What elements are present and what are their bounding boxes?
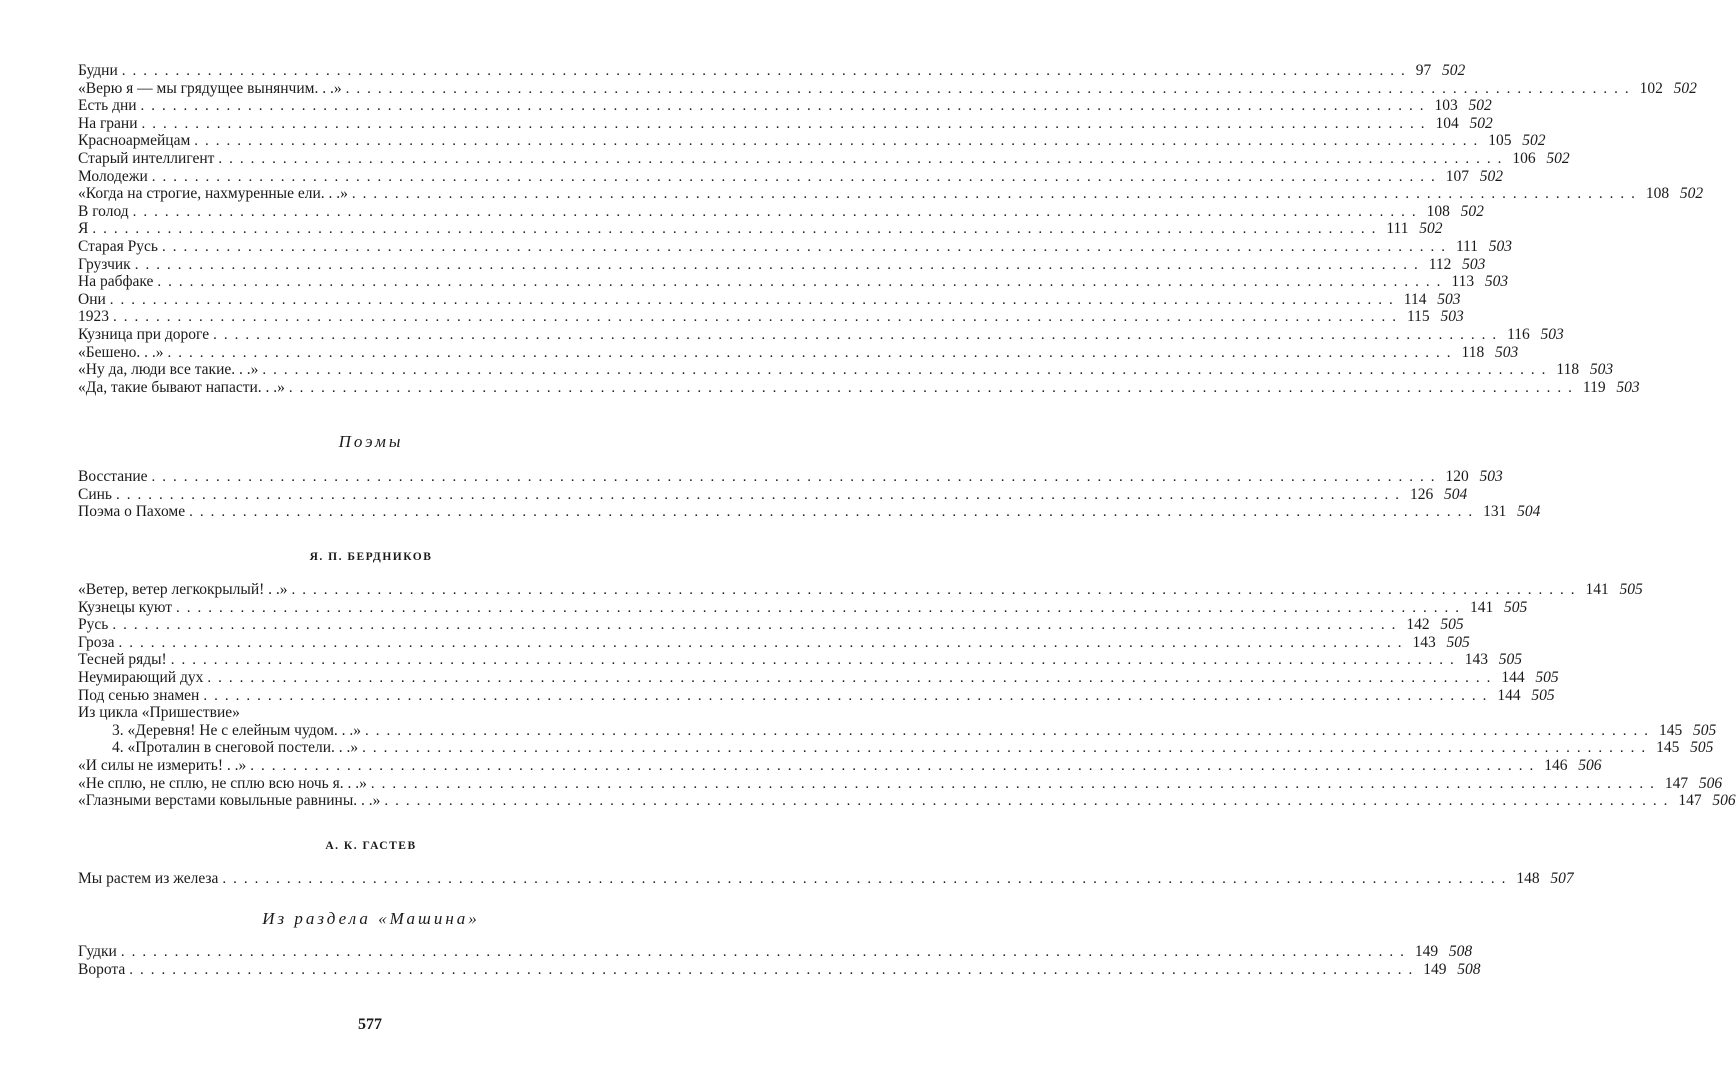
toc-entry-title: Русь xyxy=(78,616,109,634)
dot-leader: ........................................................................................................................ xyxy=(134,256,1425,273)
toc-entry-title: В голод xyxy=(78,202,129,220)
toc-entry-note-page: 502 xyxy=(1469,114,1493,132)
toc-entry xyxy=(78,581,1643,599)
author-heading-berdnikov: Я. П. БЕРДНИКОВ xyxy=(309,551,433,564)
toc-entry xyxy=(78,598,1528,617)
toc-entry-note-page: 503 xyxy=(1484,273,1509,291)
toc-entry-note-page: 503 xyxy=(1540,325,1564,343)
dot-leader: ........................................................................................................................ xyxy=(176,599,1467,616)
toc-entry xyxy=(78,79,1697,98)
toc-entry-note-page: 502 xyxy=(1419,220,1443,238)
toc-entry-title: Я xyxy=(78,220,89,238)
toc-entry-page: 111 xyxy=(1455,237,1479,255)
toc-entry xyxy=(78,290,1461,309)
section-title-poems: Поэмы xyxy=(338,432,404,452)
dot-leader: ........................................................................................................................ xyxy=(129,961,1420,978)
dot-leader: ........................................................................................................................ xyxy=(365,722,1656,739)
toc-entry-note-page: 505 xyxy=(1693,721,1717,739)
toc-entry-page: 102 xyxy=(1639,79,1663,97)
toc-entry xyxy=(78,943,1473,961)
dot-leader: ........................................................................................................................ xyxy=(141,115,1432,132)
toc-entry-page: 141 xyxy=(1585,581,1609,599)
toc-entry-page: 143 xyxy=(1464,651,1488,669)
dot-leader: ........................................................................................................................ xyxy=(151,469,1442,486)
toc-entry-note-page: 503 xyxy=(1494,343,1519,361)
toc-entry xyxy=(78,97,1492,115)
dot-leader: ........................................................................................................................ xyxy=(132,203,1423,220)
toc-entry xyxy=(78,792,1736,810)
toc-entry-title: Ворота xyxy=(78,960,126,978)
dot-leader: ........................................................................................................................ xyxy=(140,98,1431,115)
toc-entry xyxy=(78,757,1602,775)
author-heading-gastev: А. К. ГАСТЕВ xyxy=(325,839,417,852)
toc-entry-page: 144 xyxy=(1501,669,1525,687)
toc-entry-note-page: 503 xyxy=(1488,237,1513,255)
toc-entry-page: 104 xyxy=(1435,114,1459,132)
toc-entry-title: Будни xyxy=(78,62,118,79)
toc-entry xyxy=(78,651,1522,669)
toc-entry-title: «Ветер, ветер легкокрылый! . .» xyxy=(78,581,288,599)
toc-entry-title: 1923 xyxy=(78,308,109,326)
toc-entry xyxy=(78,633,1470,652)
toc-entry-page: 97 xyxy=(1415,62,1432,79)
toc-entry-note-page: 503 xyxy=(1440,308,1464,326)
toc-entry xyxy=(78,503,1541,521)
toc-entry-page: 107 xyxy=(1445,167,1469,185)
dot-leader: ........................................................................................................................ xyxy=(112,617,1403,634)
toc-entry-note-page: 502 xyxy=(1546,149,1570,167)
toc-entry-title: Поэма о Пахоме xyxy=(78,503,186,521)
toc-entry-note-page: 505 xyxy=(1531,686,1555,704)
toc-entry xyxy=(78,185,1704,203)
dot-leader: ........................................................................................................................ xyxy=(213,326,1504,343)
toc-entry-title: Восстание xyxy=(78,468,148,486)
toc-entry-note-page: 502 xyxy=(1679,185,1704,203)
toc-entry-note-page: 505 xyxy=(1690,739,1714,757)
toc-entry-title: Молодежи xyxy=(78,167,148,185)
toc-entry-title: Кузнецы куют xyxy=(78,598,173,616)
toc-entry-note-page: 506 xyxy=(1578,757,1602,774)
dot-leader: ........................................................................................................................ xyxy=(161,238,1452,255)
toc-entry-page: 108 xyxy=(1645,185,1670,203)
toc-entry xyxy=(78,62,1466,80)
dot-leader: ........................................................................................................................ xyxy=(222,870,1513,887)
toc-entry-page: 116 xyxy=(1507,325,1530,343)
toc-block-berdnikov xyxy=(78,581,1643,704)
cycle-heading-title: Из цикла «Пришествие» xyxy=(78,704,240,722)
toc-entry-note-page: 502 xyxy=(1479,167,1503,185)
toc-block-long-poems xyxy=(78,468,1541,521)
toc-entry-page: 105 xyxy=(1488,132,1512,150)
dot-leader: ........................................................................................................................ xyxy=(118,634,1409,651)
toc-entry-page: 120 xyxy=(1445,468,1469,486)
toc-entry-note-page: 504 xyxy=(1517,503,1541,521)
dot-leader: ........................................................................................................................ xyxy=(351,186,1642,203)
toc-block-machine xyxy=(78,943,1481,978)
toc-entry-title: «Бешено. . .» xyxy=(78,343,164,361)
toc-entry-note-page: 502 xyxy=(1522,132,1546,150)
toc-entry-page: 118 xyxy=(1556,361,1580,379)
dot-leader: ........................................................................................................................ xyxy=(116,486,1406,503)
toc-entry-page: 111 xyxy=(1386,220,1409,238)
toc-entry-title: Красноармейцам xyxy=(78,132,191,150)
dot-leader: ........................................................................................................................ xyxy=(207,670,1498,687)
dot-leader: ........................................................................................................................ xyxy=(120,944,1411,961)
toc-entry xyxy=(78,686,1555,705)
toc-entry-note-page: 503 xyxy=(1589,361,1614,379)
toc-entry-page: 143 xyxy=(1412,633,1436,651)
toc-entry xyxy=(78,343,1519,362)
toc-entry-title: Есть дни xyxy=(78,97,137,115)
dot-leader: ........................................................................................................................ xyxy=(170,652,1461,669)
toc-entry-note-page: 503 xyxy=(1616,378,1640,396)
toc-entry-title: «Верю я — мы грядущее вынянчим. . .» xyxy=(78,79,342,97)
toc-entry xyxy=(78,361,1614,379)
dot-leader: ........................................................................................................................ xyxy=(262,362,1553,379)
toc-entry xyxy=(78,960,1481,979)
toc-entry-page: 141 xyxy=(1470,598,1494,616)
dot-leader: ........................................................................................................................ xyxy=(189,504,1480,521)
toc-entry-note-page: 503 xyxy=(1437,290,1461,308)
dot-leader: ........................................................................................................................ xyxy=(218,150,1509,167)
dot-leader: ........................................................................................................................ xyxy=(203,687,1494,704)
toc-entry-title: Тесней ряды! xyxy=(78,651,167,669)
toc-entry-title: 4. «Проталин в снеговой постели. . .» xyxy=(112,739,359,757)
dot-leader: ........................................................................................................................ xyxy=(345,80,1636,97)
toc-entry xyxy=(78,325,1564,344)
dot-leader: ........................................................................................................................ xyxy=(92,221,1383,238)
toc-entry-note-page: 503 xyxy=(1462,255,1486,273)
toc-entry-title: Гроза xyxy=(78,633,115,651)
toc-block-poems-list xyxy=(78,62,1704,396)
toc-entry-page: 113 xyxy=(1451,273,1475,291)
dot-leader: ........................................................................................................................ xyxy=(362,740,1653,757)
toc-entry-note-page: 506 xyxy=(1698,774,1723,792)
dot-leader: ........................................................................................................................ xyxy=(370,775,1661,792)
toc-entry xyxy=(78,202,1484,221)
toc-entry xyxy=(78,308,1464,326)
toc-entry-title: Старый интеллигент xyxy=(78,149,215,167)
toc-block-cycle xyxy=(78,721,1717,757)
toc-entry-page: 119 xyxy=(1582,378,1606,396)
toc-entry-note-page: 508 xyxy=(1448,943,1473,961)
toc-entry-note-page: 503 xyxy=(1479,468,1503,486)
toc-entry-title: Синь xyxy=(78,485,112,503)
toc-entry-note-page: 508 xyxy=(1457,960,1481,978)
toc-entry-title: «И силы не измерить! . .» xyxy=(78,757,247,774)
toc-entry-page: 146 xyxy=(1544,757,1568,774)
toc-entry-page: 126 xyxy=(1410,485,1434,503)
toc-entry-title: 3. «Деревня! Не с елейным чудом. . .» xyxy=(112,721,362,739)
toc-entry xyxy=(78,485,1468,504)
toc-entry-page: 112 xyxy=(1428,255,1452,273)
toc-entry-page: 145 xyxy=(1659,721,1683,739)
toc-entry-note-page: 506 xyxy=(1712,792,1736,810)
toc-entry-title: Старая Русь xyxy=(78,237,158,255)
toc-entry-page: 106 xyxy=(1512,149,1536,167)
dot-leader: ........................................................................................................................ xyxy=(167,344,1458,361)
toc-entry-note-page: 507 xyxy=(1550,869,1574,887)
page-number: 577 xyxy=(358,1016,382,1033)
toc-entry-page: 131 xyxy=(1483,503,1507,521)
dot-leader: ........................................................................................................................ xyxy=(288,379,1579,396)
dot-leader: ........................................................................................................................ xyxy=(121,63,1412,79)
toc-entry-note-page: 502 xyxy=(1460,202,1484,220)
toc-entry-title: Гудки xyxy=(78,943,117,961)
toc-entry xyxy=(78,774,1723,793)
toc-entry-page: 145 xyxy=(1656,739,1680,757)
toc-entry xyxy=(78,739,1714,757)
cycle-heading xyxy=(78,704,664,722)
dot-leader: ........................................................................................................................ xyxy=(151,168,1442,185)
toc-entry xyxy=(78,378,1640,397)
toc-entry-note-page: 505 xyxy=(1619,581,1643,599)
toc-entry-title: «Да, такие бывают напасти. . .» xyxy=(78,378,285,396)
toc-entry xyxy=(78,616,1464,634)
toc-entry-title: Кузница при дороге xyxy=(78,325,210,343)
toc-block-berdnikov-more xyxy=(78,757,1736,810)
toc-entry xyxy=(78,468,1503,486)
toc-entry-page: 148 xyxy=(1516,869,1540,887)
toc-entry xyxy=(78,721,1717,740)
toc-entry-title: На грани xyxy=(78,114,138,132)
toc-entry xyxy=(78,273,1509,291)
toc-entry-page: 149 xyxy=(1423,960,1447,978)
toc-entry-title: «Ну да, люди все такие. . .» xyxy=(78,361,259,379)
toc-entry xyxy=(78,669,1559,687)
toc-entry-page: 144 xyxy=(1497,686,1521,704)
toc-entry-title: «Когда на строгие, нахмуренные ели. . .» xyxy=(78,185,348,203)
toc-entry-note-page: 502 xyxy=(1442,62,1466,79)
toc-entry-page: 147 xyxy=(1664,774,1689,792)
toc-entry-note-page: 504 xyxy=(1444,485,1468,503)
dot-leader: ........................................................................................................................ xyxy=(194,133,1485,150)
dot-leader: ........................................................................................................................ xyxy=(109,291,1400,308)
table-of-contents xyxy=(78,62,1736,979)
toc-entry xyxy=(78,255,1486,274)
toc-entry-page: 108 xyxy=(1426,202,1450,220)
toc-entry-title: На рабфаке xyxy=(78,273,154,291)
toc-entry-note-page: 505 xyxy=(1440,616,1464,634)
toc-entry-note-page: 502 xyxy=(1468,97,1492,115)
dot-leader: ........................................................................................................................ xyxy=(157,274,1448,291)
toc-entry-note-page: 502 xyxy=(1673,79,1697,97)
toc-entry-title: Они xyxy=(78,290,106,308)
toc-entry xyxy=(78,167,1503,186)
section-title-machine: Из раздела «Машина» xyxy=(262,909,480,929)
toc-entry-title: Под сенью знамен xyxy=(78,686,200,704)
toc-entry xyxy=(78,220,1443,238)
toc-entry-page: 147 xyxy=(1678,792,1702,810)
toc-entry-page: 103 xyxy=(1434,97,1458,115)
toc-entry-title: «Глазными верстами ковыльные равнины. . .» xyxy=(78,792,381,810)
toc-entry-note-page: 505 xyxy=(1535,669,1559,687)
dot-leader: ........................................................................................................................ xyxy=(291,582,1582,599)
toc-entry-page: 115 xyxy=(1407,308,1430,326)
toc-entry xyxy=(78,132,1546,150)
toc-entry xyxy=(78,149,1570,168)
dot-leader: ........................................................................................................................ xyxy=(113,309,1403,326)
toc-entry-title: «Не сплю, не сплю, не сплю всю ночь я. . .» xyxy=(78,774,367,792)
toc-entry-note-page: 505 xyxy=(1504,598,1528,616)
toc-entry-title: Грузчик xyxy=(78,255,131,273)
toc-entry-note-page: 505 xyxy=(1498,651,1522,669)
toc-entry-page: 142 xyxy=(1406,616,1430,634)
toc-block-gastev xyxy=(78,869,1574,888)
toc-entry xyxy=(78,237,1513,256)
toc-entry xyxy=(78,114,1493,133)
toc-entry-title: Неумирающий дух xyxy=(78,669,204,687)
toc-entry-page: 149 xyxy=(1414,943,1439,961)
toc-entry-note-page: 505 xyxy=(1446,633,1470,651)
toc-entry xyxy=(78,869,1574,888)
toc-entry-title: Мы растем из железа xyxy=(78,869,219,887)
toc-entry-page: 114 xyxy=(1403,290,1427,308)
dot-leader: ........................................................................................................................ xyxy=(384,793,1675,810)
dot-leader: ........................................................................................................................ xyxy=(250,758,1541,774)
toc-entry-page: 118 xyxy=(1461,343,1485,361)
